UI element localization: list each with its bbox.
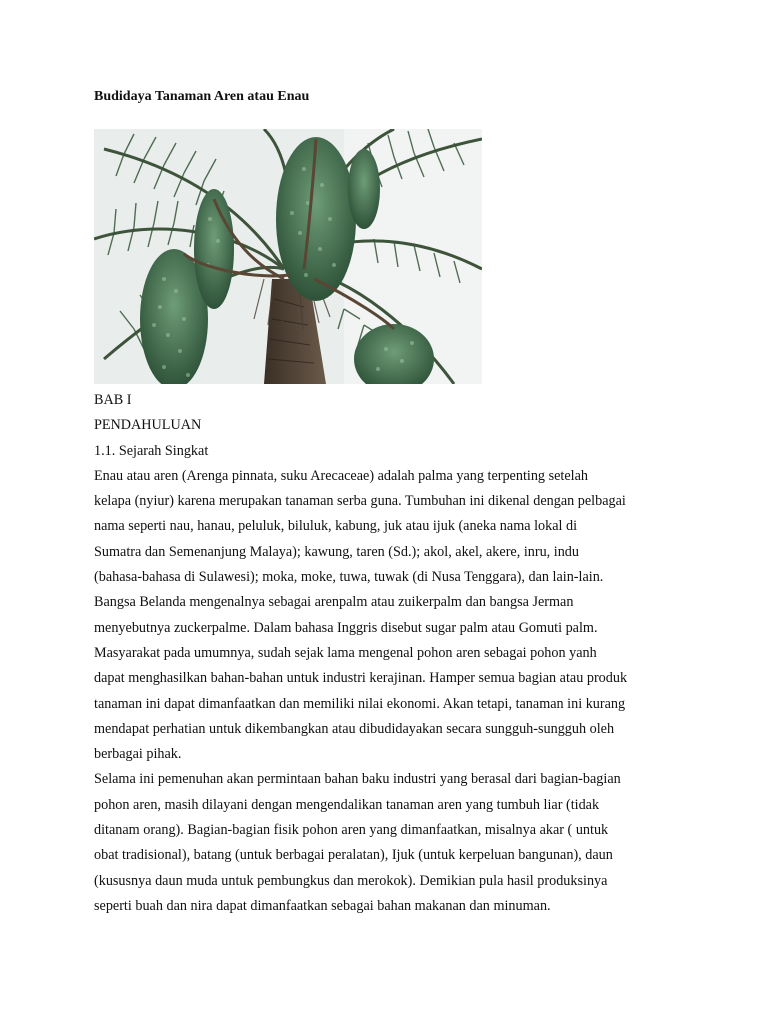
paragraph-line: tanaman ini dapat dimanfaatkan dan memiliki nilai ekonomi. Akan tetapi, tanaman ini kurang <box>94 695 626 712</box>
chapter-label: BAB I <box>94 392 132 408</box>
section-heading: 1.1. Sejarah Singkat <box>94 442 209 459</box>
paragraph-line: ditanam orang). Bagian-bagian fisik pohon aren yang dimanfaatkan, misalnya akar ( untuk <box>94 822 609 839</box>
palm-illustration <box>94 129 482 384</box>
paragraph-line: Selama ini pemenuhan akan permintaan bahan baku industri yang berasal dari bagian-bagian <box>94 771 621 788</box>
paragraph-line: Enau atau aren (Arenga pinnata, suku Arecaceae) adalah palma yang terpenting setelah <box>94 467 588 484</box>
paragraph-line: pohon aren, masih dilayani dengan mengendalikan tanaman aren yang tumbuh liar (tidak <box>94 796 600 813</box>
document-body <box>94 388 694 919</box>
paragraph-line: nama seperti nau, hanau, peluluk, biluluk, kabung, juk atau ijuk (aneka nama lokal di <box>94 518 578 535</box>
paragraph-line: berbagai pihak. <box>94 746 182 763</box>
document-title: Budidaya Tanaman Aren atau Enau <box>94 89 310 104</box>
paragraph-line: Sumatra dan Semenanjung Malaya); kawung, taren (Sd.); akol, akel, akere, inru, indu <box>94 543 579 560</box>
paragraph-line: mendapat perhatian untuk dikembangkan atau dibudidayakan secara sungguh-sungguh oleh <box>94 720 615 737</box>
paragraph-line: seperti buah dan nira dapat dimanfaatkan sebagai bahan makanan dan minuman. <box>94 897 551 914</box>
paragraph-line: (kususnya daun muda untuk pembungkus dan merokok). Demikian pula hasil produksinya <box>94 872 608 889</box>
paragraph-line: dapat menghasilkan bahan-bahan untuk industri kerajinan. Hamper semua bagian atau produk <box>94 670 628 687</box>
paragraph-line: Bangsa Belanda mengenalnya sebagai arenpalm atau zuikerpalm dan bangsa Jerman <box>94 594 574 611</box>
paragraph-line: menyebutnya zuckerpalme. Dalam bahasa Inggris disebut sugar palm atau Gomuti palm. <box>94 619 598 636</box>
aren-palm-photo <box>94 129 482 384</box>
paragraph-line: obat tradisional), batang (untuk berbagai peralatan), Ijuk (untuk kerpeluan bangunan), daun <box>94 847 613 864</box>
chapter-title: PENDAHULUAN <box>94 417 202 434</box>
paragraph-line: (bahasa-bahasa di Sulawesi); moka, moke, tuwa, tuwak (di Nusa Tenggara), dan lain-lain. <box>94 569 604 586</box>
paragraph-line: kelapa (nyiur) karena merupakan tanaman serba guna. Tumbuhan ini dikenal dengan pelbagai <box>94 493 626 510</box>
paragraph-line: Masyarakat pada umumnya, sudah sejak lama mengenal pohon aren sebagai pohon yanh <box>94 644 597 661</box>
